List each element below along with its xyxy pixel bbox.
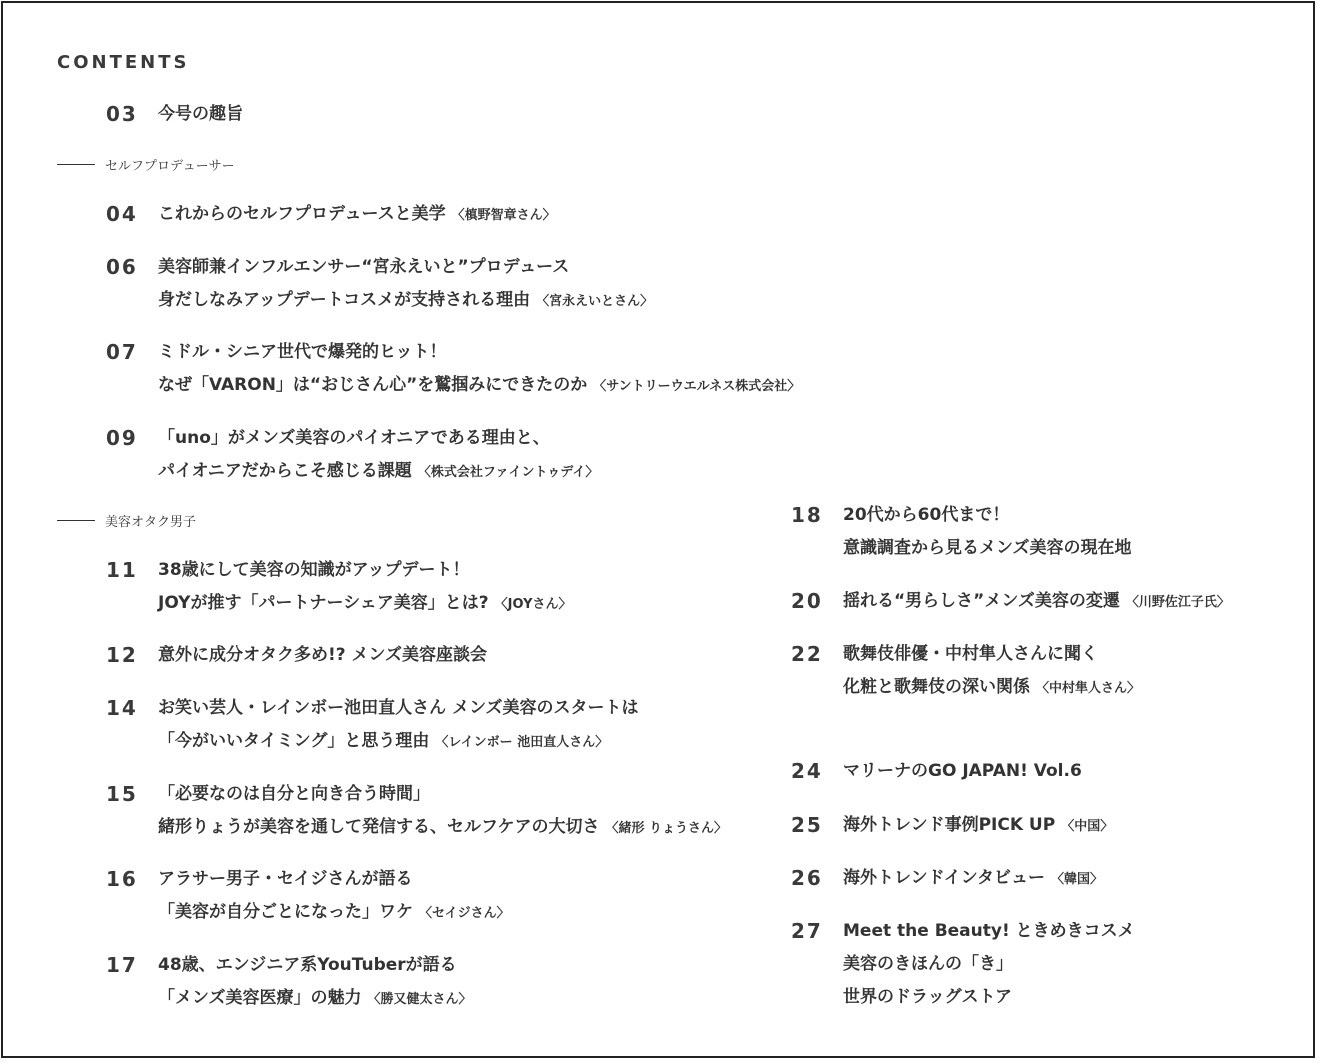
page-number: 03 (106, 102, 138, 126)
section-label: 美容オタク男子 (105, 515, 197, 530)
entry-title: 20代から60代まで！ (843, 505, 1010, 525)
page-number: 17 (106, 953, 138, 977)
entry-credit: 〈勝又健太さん〉 (367, 992, 472, 1007)
entry-title: 美容師兼インフルエンサー“宮永えいと”プロデュース (158, 257, 570, 277)
page-number: 16 (106, 867, 138, 891)
entry-subtitle: 美容のきほんの「き」 (843, 954, 1013, 974)
entry-subtitle: 化粧と歌舞伎の深い関係 〈中村隼人さん〉 (843, 677, 1141, 697)
entry-credit: 〈サントリーウエルネス株式会社〉 (593, 379, 801, 394)
entry-title: これからのセルフプロデュースと美学 〈槙野智章さん〉 (158, 204, 556, 224)
page-number: 15 (106, 782, 138, 806)
page-number: 04 (106, 202, 138, 226)
entry-title: 48歳、エンジニア系YouTuberが語る (158, 955, 457, 975)
entry-credit: 〈韓国〉 (1051, 872, 1104, 887)
entry-credit: 〈槙野智章さん〉 (451, 208, 556, 223)
entry-title: 揺れる“男らしさ”メンズ美容の変遷 〈川野佐江子氏〉 (843, 591, 1230, 611)
page-number: 06 (106, 255, 138, 279)
entry-subtitle: JOYが推す「パートナーシェア美容」とは? 〈JOYさん〉 (158, 593, 572, 613)
page-number: 20 (791, 589, 823, 613)
page-number: 27 (791, 919, 823, 943)
section-rule (57, 164, 95, 165)
page-number: 07 (106, 340, 138, 364)
page-number: 14 (106, 696, 138, 720)
entry-title: 歌舞伎俳優・中村隼人さんに聞く (843, 644, 1098, 664)
entry-subtitle: 「今がいいタイミング」と思う理由 〈レインボー 池田直人さん〉 (158, 731, 609, 751)
page-number: 12 (106, 643, 138, 667)
section-header-self-producer (57, 155, 235, 174)
entry-title: 「必要なのは自分と向き合う時間」 (158, 784, 430, 804)
contents-heading: CONTENTS (57, 52, 190, 73)
entry-subtitle: 意識調査から見るメンズ美容の現在地 (843, 538, 1132, 558)
entry-credit: 〈緒形 りょうさん〉 (605, 821, 728, 836)
section-header-beauty-otaku (57, 511, 196, 530)
entry-subtitle: 「美容が自分ごとになった」ワケ 〈セイジさん〉 (158, 902, 510, 922)
section-label: セルフプロデューサー (105, 159, 235, 174)
section-rule (57, 520, 95, 521)
entry-credit: 〈JOYさん〉 (494, 597, 572, 612)
entry-subtitle: なぜ「VARON」は“おじさん心”を鷲掴みにできたのか 〈サントリーウエルネス株式会社〉 (158, 375, 801, 395)
entry-title: Meet the Beauty! ときめきコスメ (843, 921, 1135, 941)
entry-credit: 〈宮永えいとさん〉 (536, 294, 654, 309)
entry-title: 今号の趣旨 (158, 104, 243, 124)
entry-subtitle: 「メンズ美容医療」の魅力 〈勝又健太さん〉 (158, 988, 472, 1008)
entry-title: お笑い芸人・レインボー池田直人さん メンズ美容のスタートは (158, 698, 639, 718)
page-number: 26 (791, 866, 823, 890)
entry-credit: 〈川野佐江子氏〉 (1125, 595, 1230, 610)
entry-title: 海外トレンドインタビュー 〈韓国〉 (843, 868, 1104, 888)
page-number: 22 (791, 642, 823, 666)
page-number: 18 (791, 503, 823, 527)
entry-subtitle: 身だしなみアップデートコスメが支持される理由 〈宮永えいとさん〉 (158, 290, 654, 310)
page-number: 09 (106, 426, 138, 450)
entry-title: マリーナのGO JAPAN! Vol.6 (843, 761, 1082, 781)
page-number: 25 (791, 813, 823, 837)
entry-subtitle: 緒形りょうが美容を通して発信する、セルフケアの大切さ 〈緒形 りょうさん〉 (158, 817, 728, 837)
entry-title: 「uno」がメンズ美容のパイオニアである理由と、 (158, 428, 550, 448)
entry-subtitle: パイオニアだからこそ感じる課題 〈株式会社ファイントゥデイ〉 (158, 461, 599, 481)
entry-title: 38歳にして美容の知識がアップデート！ (158, 560, 470, 580)
entry-title: 意外に成分オタク多め!? メンズ美容座談会 (158, 645, 488, 665)
entry-title: アラサー男子・セイジさんが語る (158, 869, 413, 889)
entry-credit: 〈セイジさん〉 (419, 906, 510, 921)
entry-credit: 〈株式会社ファイントゥデイ〉 (417, 465, 599, 480)
entry-credit: 〈中国〉 (1061, 819, 1114, 834)
entry-subtitle: 世界のドラッグストア (843, 987, 1012, 1007)
entry-credit: 〈中村隼人さん〉 (1036, 681, 1141, 696)
page-number: 11 (106, 558, 138, 582)
entry-credit: 〈レインボー 池田直人さん〉 (435, 735, 609, 750)
page-number: 24 (791, 759, 823, 783)
entry-title: 海外トレンド事例PICK UP 〈中国〉 (843, 815, 1114, 835)
entry-title: ミドル・シニア世代で爆発的ヒット！ (158, 342, 447, 362)
